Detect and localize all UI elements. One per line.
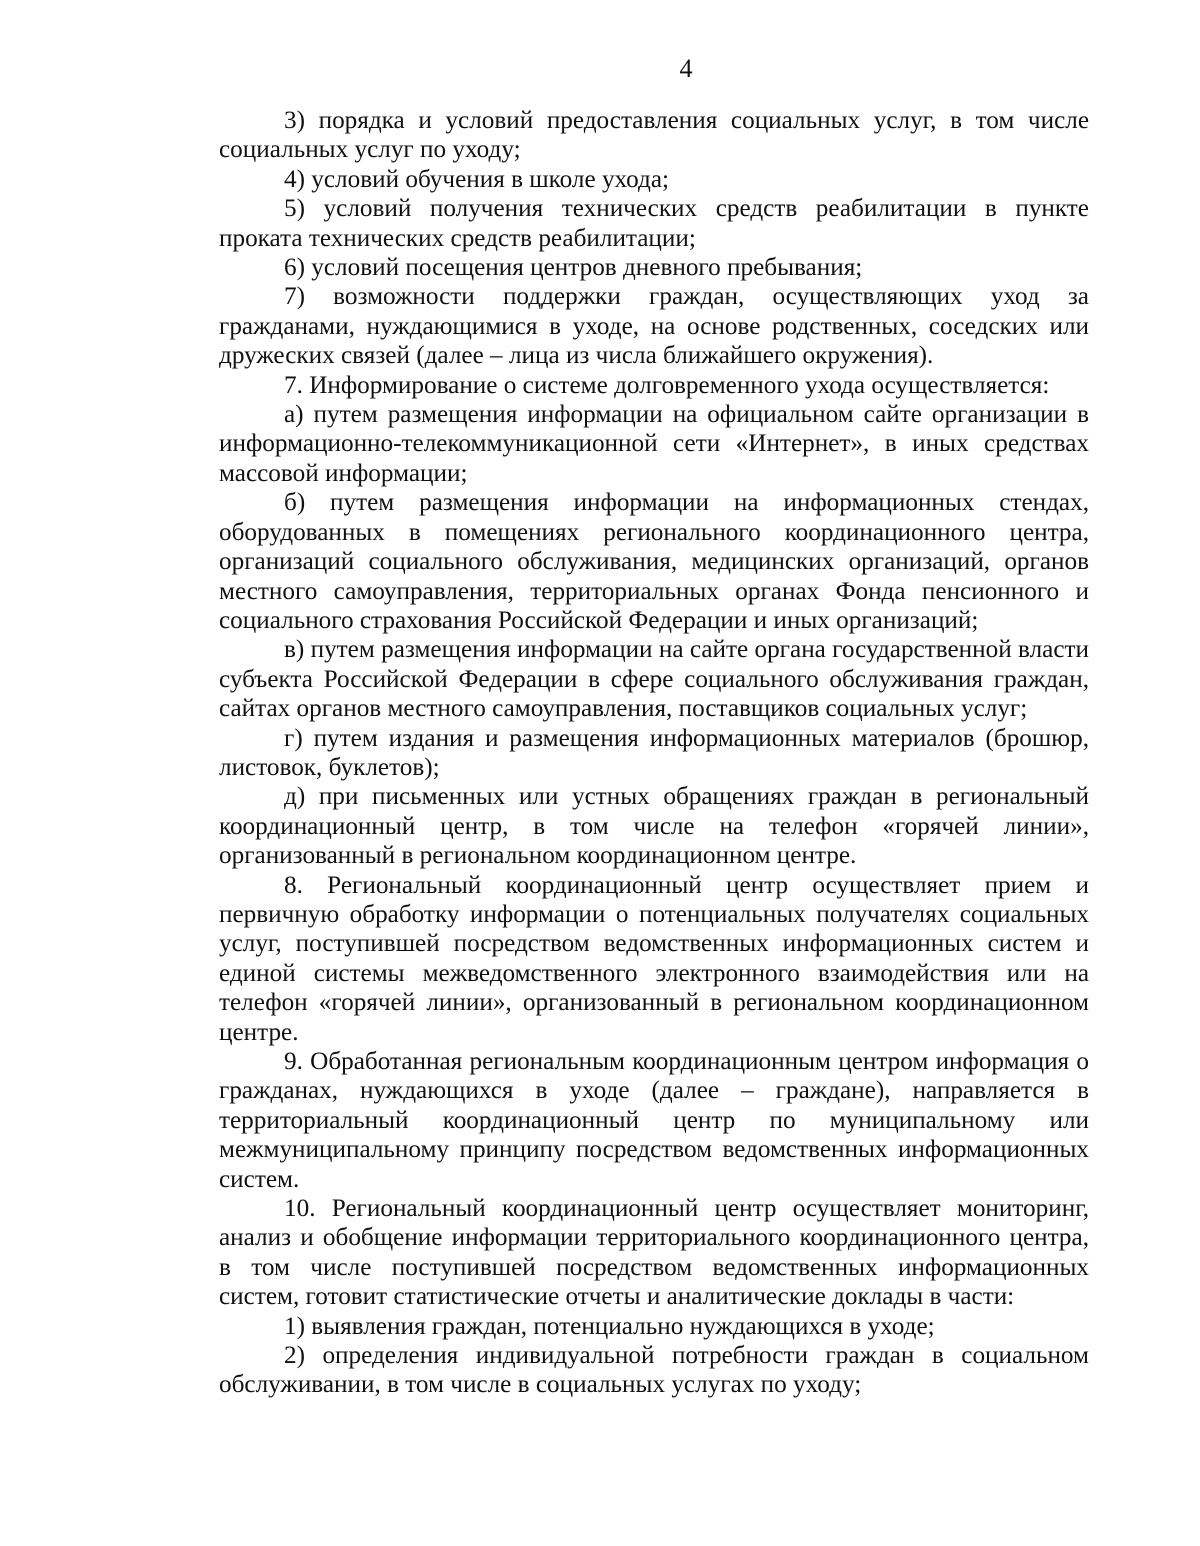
clause-9-processed-info: 9. Обработанная региональным координационным центром информация о гражданах, нуждающихся в уходе (далее – граждане), направляется в территориальный координационный центр по муниципальному или межмуниципальному принципу посредством ведомственных информационных систем. — [219, 1048, 1089, 1193]
list-item-4-training: 4) условий обучения в школе ухода; — [284, 165, 670, 193]
document-body — [219, 106, 1089, 1400]
list-item-3-procedure: 3) порядка и условий предоставления социальных услуг, в том числе социальных услуг по уходу; — [219, 107, 1089, 164]
list-item-7-support: 7) возможности поддержки граждан, осуществляющих уход за гражданами, нуждающимися в уходе, на основе родственных, соседских или дружеских связей (далее – лица из числа ближайшего окружения). — [219, 283, 1089, 370]
subclause-g-materials: г) путем издания и размещения информационных материалов (брошюр, листовок, буклетов); — [219, 724, 1089, 781]
list-item-2-needs: 2) определения индивидуальной потребности граждан в социальном обслуживании, в том числе в социальных услугах по уходу; — [219, 1342, 1089, 1399]
list-item-1-identification: 1) выявления граждан, потенциально нуждающихся в уходе; — [284, 1312, 935, 1340]
list-item-5-rehab-equipment: 5) условий получения технических средств реабилитации в пункте проката технических средств реабилитации; — [219, 195, 1089, 252]
list-item-6-day-centers: 6) условий посещения центров дневного пребывания; — [284, 254, 863, 282]
clause-8-regional-center: 8. Региональный координационный центр осуществляет прием и первичную обработку информации о потенциальных получателях социальных услуг, поступившей посредством ведомственных информационных систем и единой системы межведомственного электронного взаимодействия или на телефон «горячей линии», организованный в региональном координационном центре. — [219, 871, 1089, 1046]
subclause-v-gov-site: в) путем размещения информации на сайте органа государственной власти субъекта Российской Федерации в сфере социального обслуживания граждан, сайтах органов местного самоуправления, поставщиков социальных услуг; — [219, 636, 1089, 723]
page-number: 4 — [679, 54, 693, 83]
clause-7-informing: 7. Информирование о системе долговременного ухода осуществляется: — [284, 371, 1050, 399]
subclause-d-requests: д) при письменных или устных обращениях граждан в региональный координационный центр, в том числе на телефон «горячей линии», организованный в региональном координационном центре. — [219, 783, 1089, 870]
subclause-a-website: а) путем размещения информации на официальном сайте организации в информационно-телекоммуникационной сети «Интернет», в иных средствах массовой информации; — [219, 401, 1089, 487]
subclause-b-stands: б) путем размещения информации на информационных стендах, оборудованных в помещениях регионального координационного центра, организаций социального обслуживания, медицинских организаций, органов местного самоуправления, территориальных органах Фонда пенсионного и социального страхования Российской Федерации и иных организаций; — [219, 489, 1089, 634]
clause-10-monitoring: 10. Региональный координационный центр осуществляет мониторинг, анализ и обобщение информации территориального координационного центра, в том числе поступившей посредством ведомственных информационных систем, готовит статистические отчеты и аналитические доклады в части: — [219, 1195, 1089, 1311]
